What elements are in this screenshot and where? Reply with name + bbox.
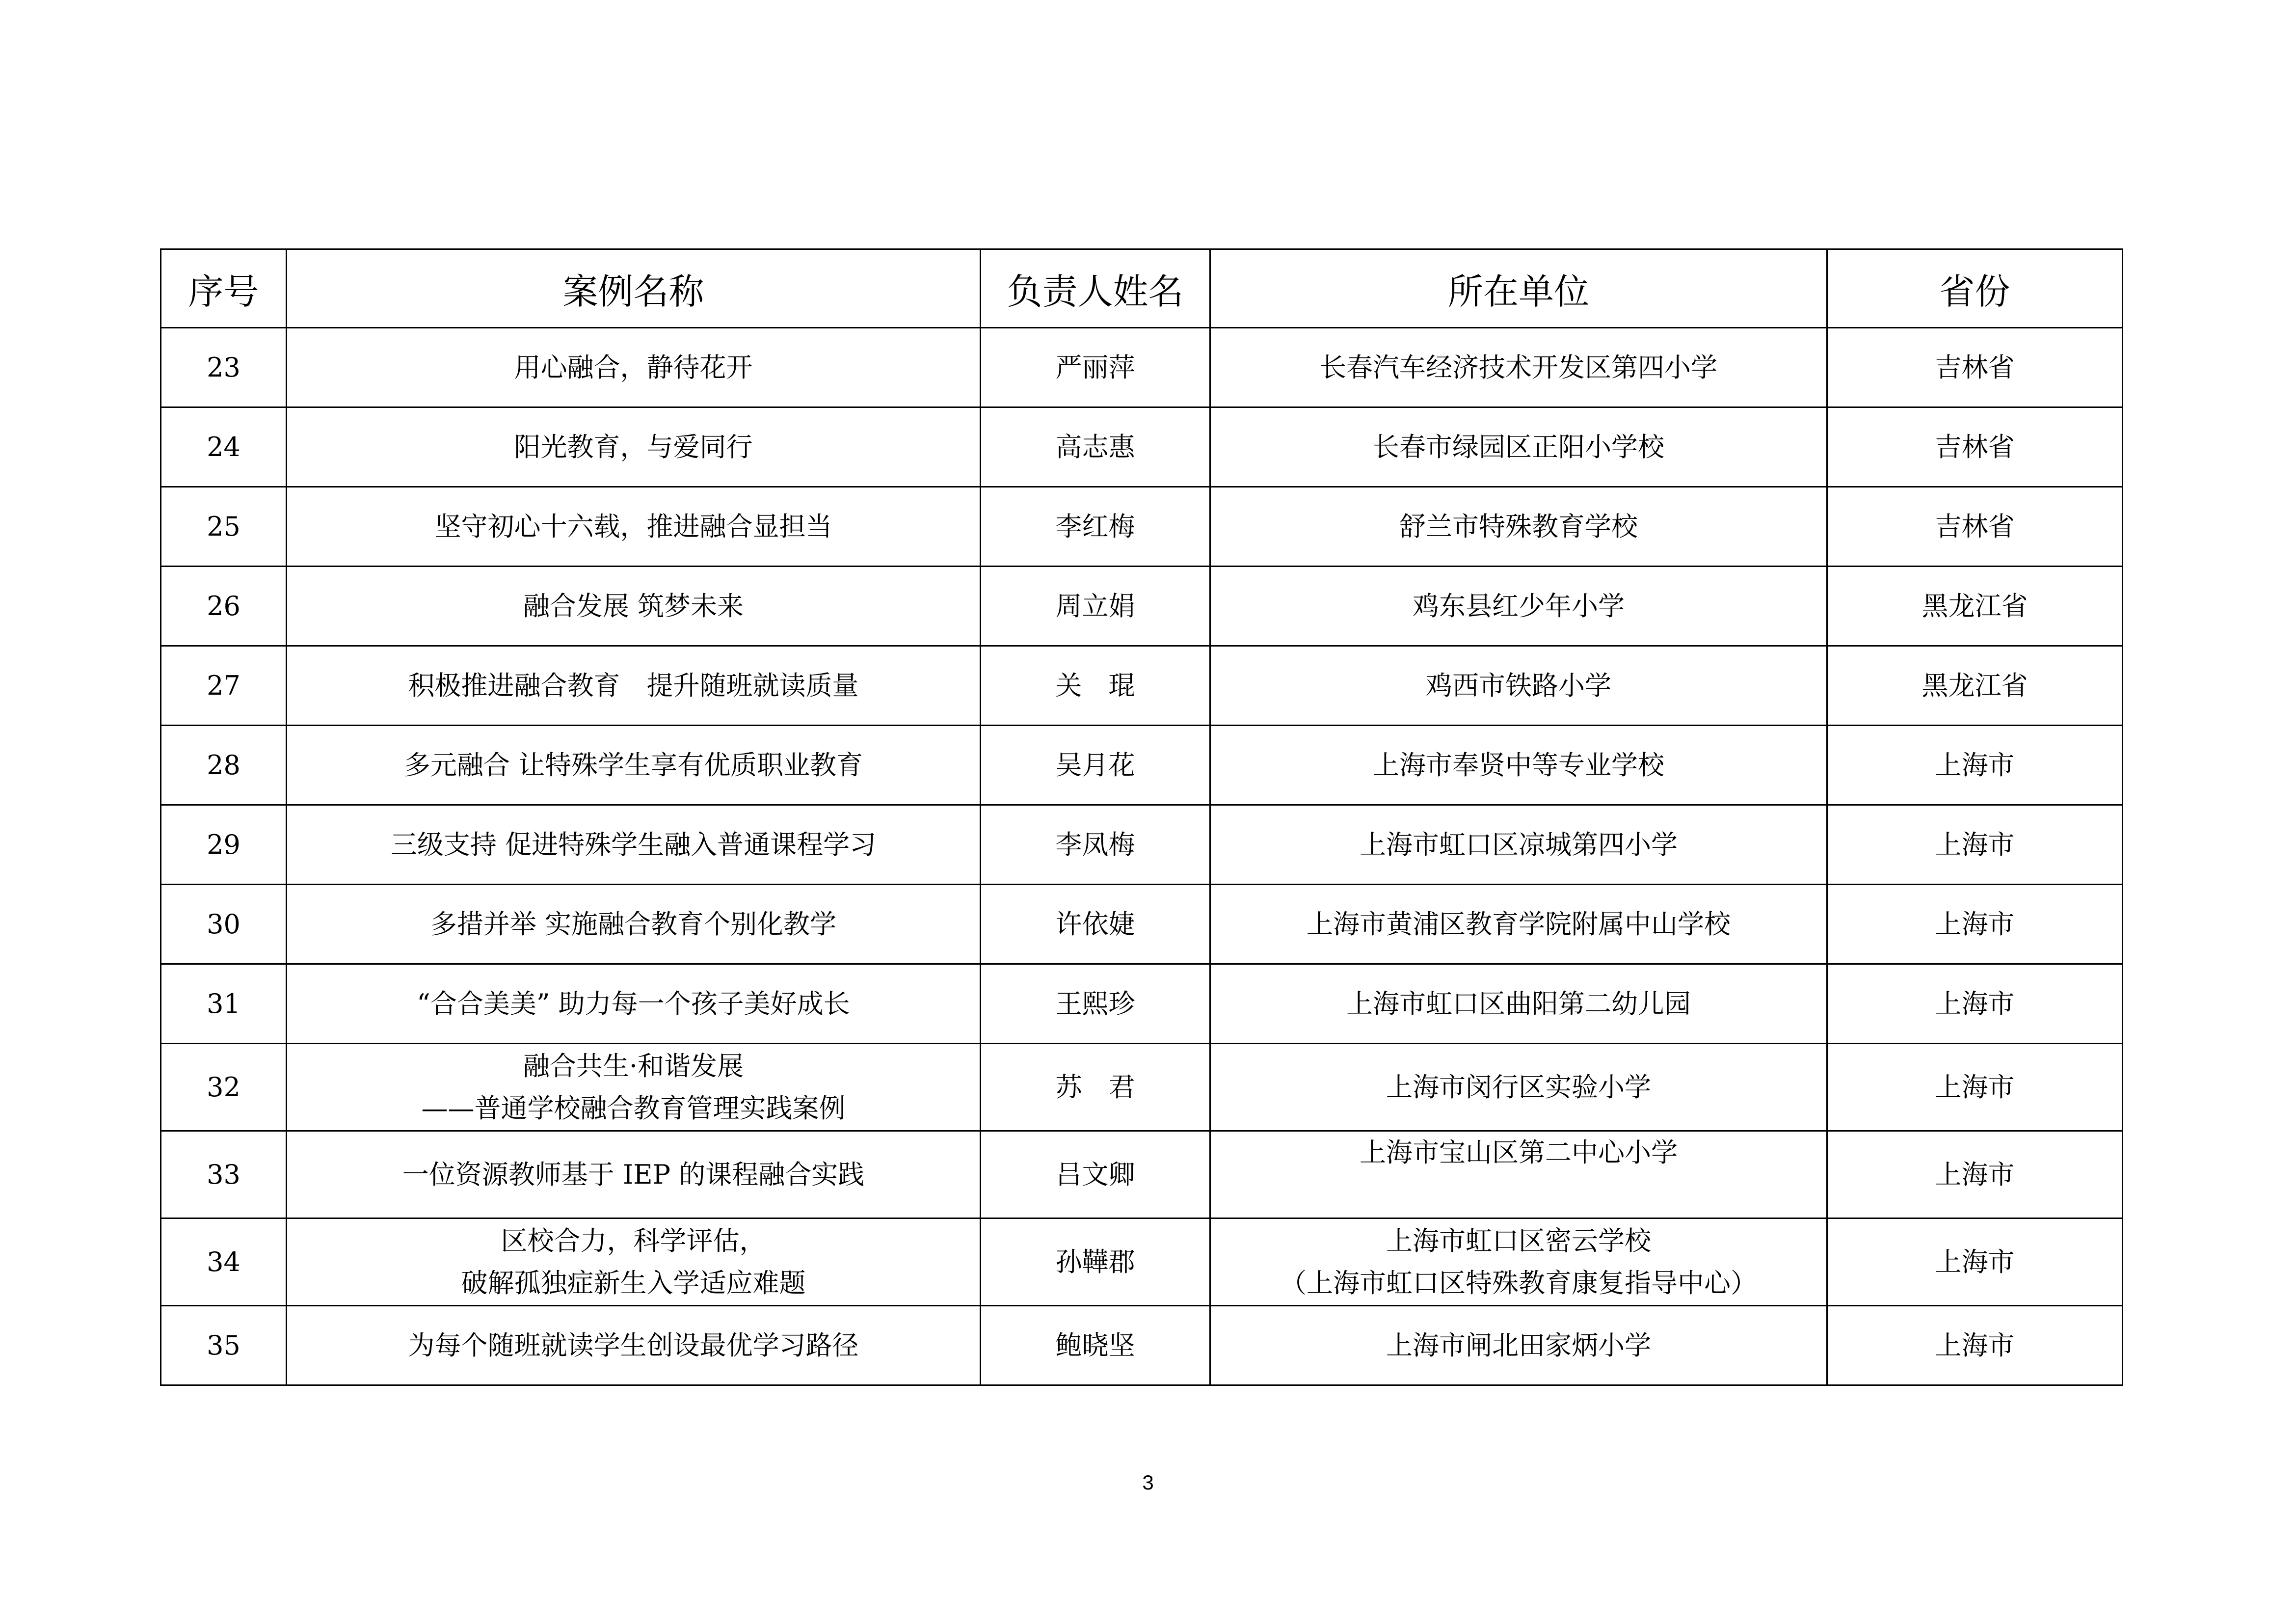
serial-number-cell: 29 — [161, 805, 287, 885]
organization-cell: 长春市绿园区正阳小学校 — [1210, 407, 1827, 487]
person-cell: 高志惠 — [981, 407, 1210, 487]
table-row — [161, 805, 2123, 885]
case-name-line: 破解孤独症新生入学适应难题 — [461, 1267, 806, 1299]
table-row — [161, 1306, 2123, 1385]
province-cell: 上海市 — [1827, 964, 2123, 1044]
serial-number-cell: 26 — [161, 567, 287, 646]
person-cell: 吴月花 — [981, 726, 1210, 805]
case-name-cell — [287, 1044, 981, 1131]
organization-cell: 上海市虹口区凉城第四小学 — [1210, 805, 1827, 885]
province-cell: 上海市 — [1827, 726, 2123, 805]
serial-number-cell: 27 — [161, 646, 287, 726]
serial-number-cell: 30 — [161, 885, 287, 964]
person-cell: 苏 君 — [981, 1044, 1210, 1131]
page-number: 3 — [1142, 1471, 1154, 1494]
table-row — [161, 567, 2123, 646]
province-cell: 上海市 — [1827, 1306, 2123, 1385]
serial-number-cell: 31 — [161, 964, 287, 1044]
case-name-cell: 三级支持 促进特殊学生融入普通课程学习 — [287, 805, 981, 885]
province-cell: 上海市 — [1827, 885, 2123, 964]
case-name-line: 融合共生·和谐发展 — [523, 1050, 744, 1082]
table-header-row — [161, 249, 2123, 328]
table-row — [161, 885, 2123, 964]
province-cell: 吉林省 — [1827, 487, 2123, 567]
case-name-cell: 融合发展 筑梦未来 — [287, 567, 981, 646]
organization-cell: 舒兰市特殊教育学校 — [1210, 487, 1827, 567]
person-cell: 李凤梅 — [981, 805, 1210, 885]
table-row — [161, 964, 2123, 1044]
serial-number-cell: 33 — [161, 1131, 287, 1218]
organization-cell: 上海市宝山区第二中心小学 — [1210, 1131, 1827, 1218]
table-row — [161, 328, 2123, 407]
table-row — [161, 407, 2123, 487]
serial-number-cell: 34 — [161, 1218, 287, 1306]
case-name-cell: 阳光教育，与爱同行 — [287, 407, 981, 487]
organization-line: （上海市虹口区特殊教育康复指导中心） — [1280, 1267, 1757, 1299]
organization-cell: 上海市闵行区实验小学 — [1210, 1044, 1827, 1131]
person-cell: 王熙珍 — [981, 964, 1210, 1044]
province-cell: 上海市 — [1827, 1044, 2123, 1131]
person-cell: 李红梅 — [981, 487, 1210, 567]
case-name-line: 区校合力，科学评估， — [501, 1225, 766, 1256]
table-row — [161, 1131, 2123, 1218]
case-name-cell: 多元融合 让特殊学生享有优质职业教育 — [287, 726, 981, 805]
case-name-cell: 用心融合，静待花开 — [287, 328, 981, 407]
person-cell: 严丽萍 — [981, 328, 1210, 407]
person-cell: 许依婕 — [981, 885, 1210, 964]
case-name-cell — [287, 1218, 981, 1306]
province-cell: 吉林省 — [1827, 328, 2123, 407]
case-list-table — [160, 248, 2123, 1386]
table-row — [161, 1044, 2123, 1131]
header-case-name: 案例名称 — [287, 249, 981, 328]
province-cell: 上海市 — [1827, 1218, 2123, 1306]
serial-number-cell: 24 — [161, 407, 287, 487]
case-name-cell: 多措并举 实施融合教育个别化教学 — [287, 885, 981, 964]
organization-cell: 上海市奉贤中等专业学校 — [1210, 726, 1827, 805]
organization-cell: 长春汽车经济技术开发区第四小学 — [1210, 328, 1827, 407]
organization-cell: 鸡西市铁路小学 — [1210, 646, 1827, 726]
serial-number-cell: 35 — [161, 1306, 287, 1385]
serial-number-cell: 32 — [161, 1044, 287, 1131]
province-cell: 上海市 — [1827, 1131, 2123, 1218]
case-name-cell: 为每个随班就读学生创设最优学习路径 — [287, 1306, 981, 1385]
organization-cell — [1210, 1218, 1827, 1306]
organization-cell: 上海市虹口区曲阳第二幼儿园 — [1210, 964, 1827, 1044]
serial-number-cell: 23 — [161, 328, 287, 407]
serial-number-cell: 28 — [161, 726, 287, 805]
header-province: 省份 — [1827, 249, 2123, 328]
serial-number-cell: 25 — [161, 487, 287, 567]
person-cell: 吕文卿 — [981, 1131, 1210, 1218]
organization-cell: 上海市黄浦区教育学院附属中山学校 — [1210, 885, 1827, 964]
table-row — [161, 1218, 2123, 1306]
person-cell: 周立娟 — [981, 567, 1210, 646]
table-row — [161, 726, 2123, 805]
person-cell: 关 琨 — [981, 646, 1210, 726]
organization-cell: 上海市闸北田家炳小学 — [1210, 1306, 1827, 1385]
province-cell: 黑龙江省 — [1827, 646, 2123, 726]
province-cell: 黑龙江省 — [1827, 567, 2123, 646]
case-name-cell: 积极推进融合教育 提升随班就读质量 — [287, 646, 981, 726]
province-cell: 吉林省 — [1827, 407, 2123, 487]
case-name-cell: 坚守初心十六载，推进融合显担当 — [287, 487, 981, 567]
person-cell: 鲍晓坚 — [981, 1306, 1210, 1385]
case-name-subtitle: ——普通学校融合教育管理实践案例 — [421, 1092, 846, 1124]
table-row — [161, 487, 2123, 567]
person-cell: 孙鞾郡 — [981, 1218, 1210, 1306]
case-name-cell: 一位资源教师基于 IEP 的课程融合实践 — [287, 1131, 981, 1218]
organization-cell: 鸡东县红少年小学 — [1210, 567, 1827, 646]
header-person-in-charge: 负责人姓名 — [981, 249, 1210, 328]
header-organization: 所在单位 — [1210, 249, 1827, 328]
table-row — [161, 646, 2123, 726]
organization-line: 上海市虹口区密云学校 — [1386, 1225, 1651, 1256]
header-serial-number: 序号 — [161, 249, 287, 328]
province-cell: 上海市 — [1827, 805, 2123, 885]
case-name-cell: “合合美美” 助力每一个孩子美好成长 — [287, 964, 981, 1044]
